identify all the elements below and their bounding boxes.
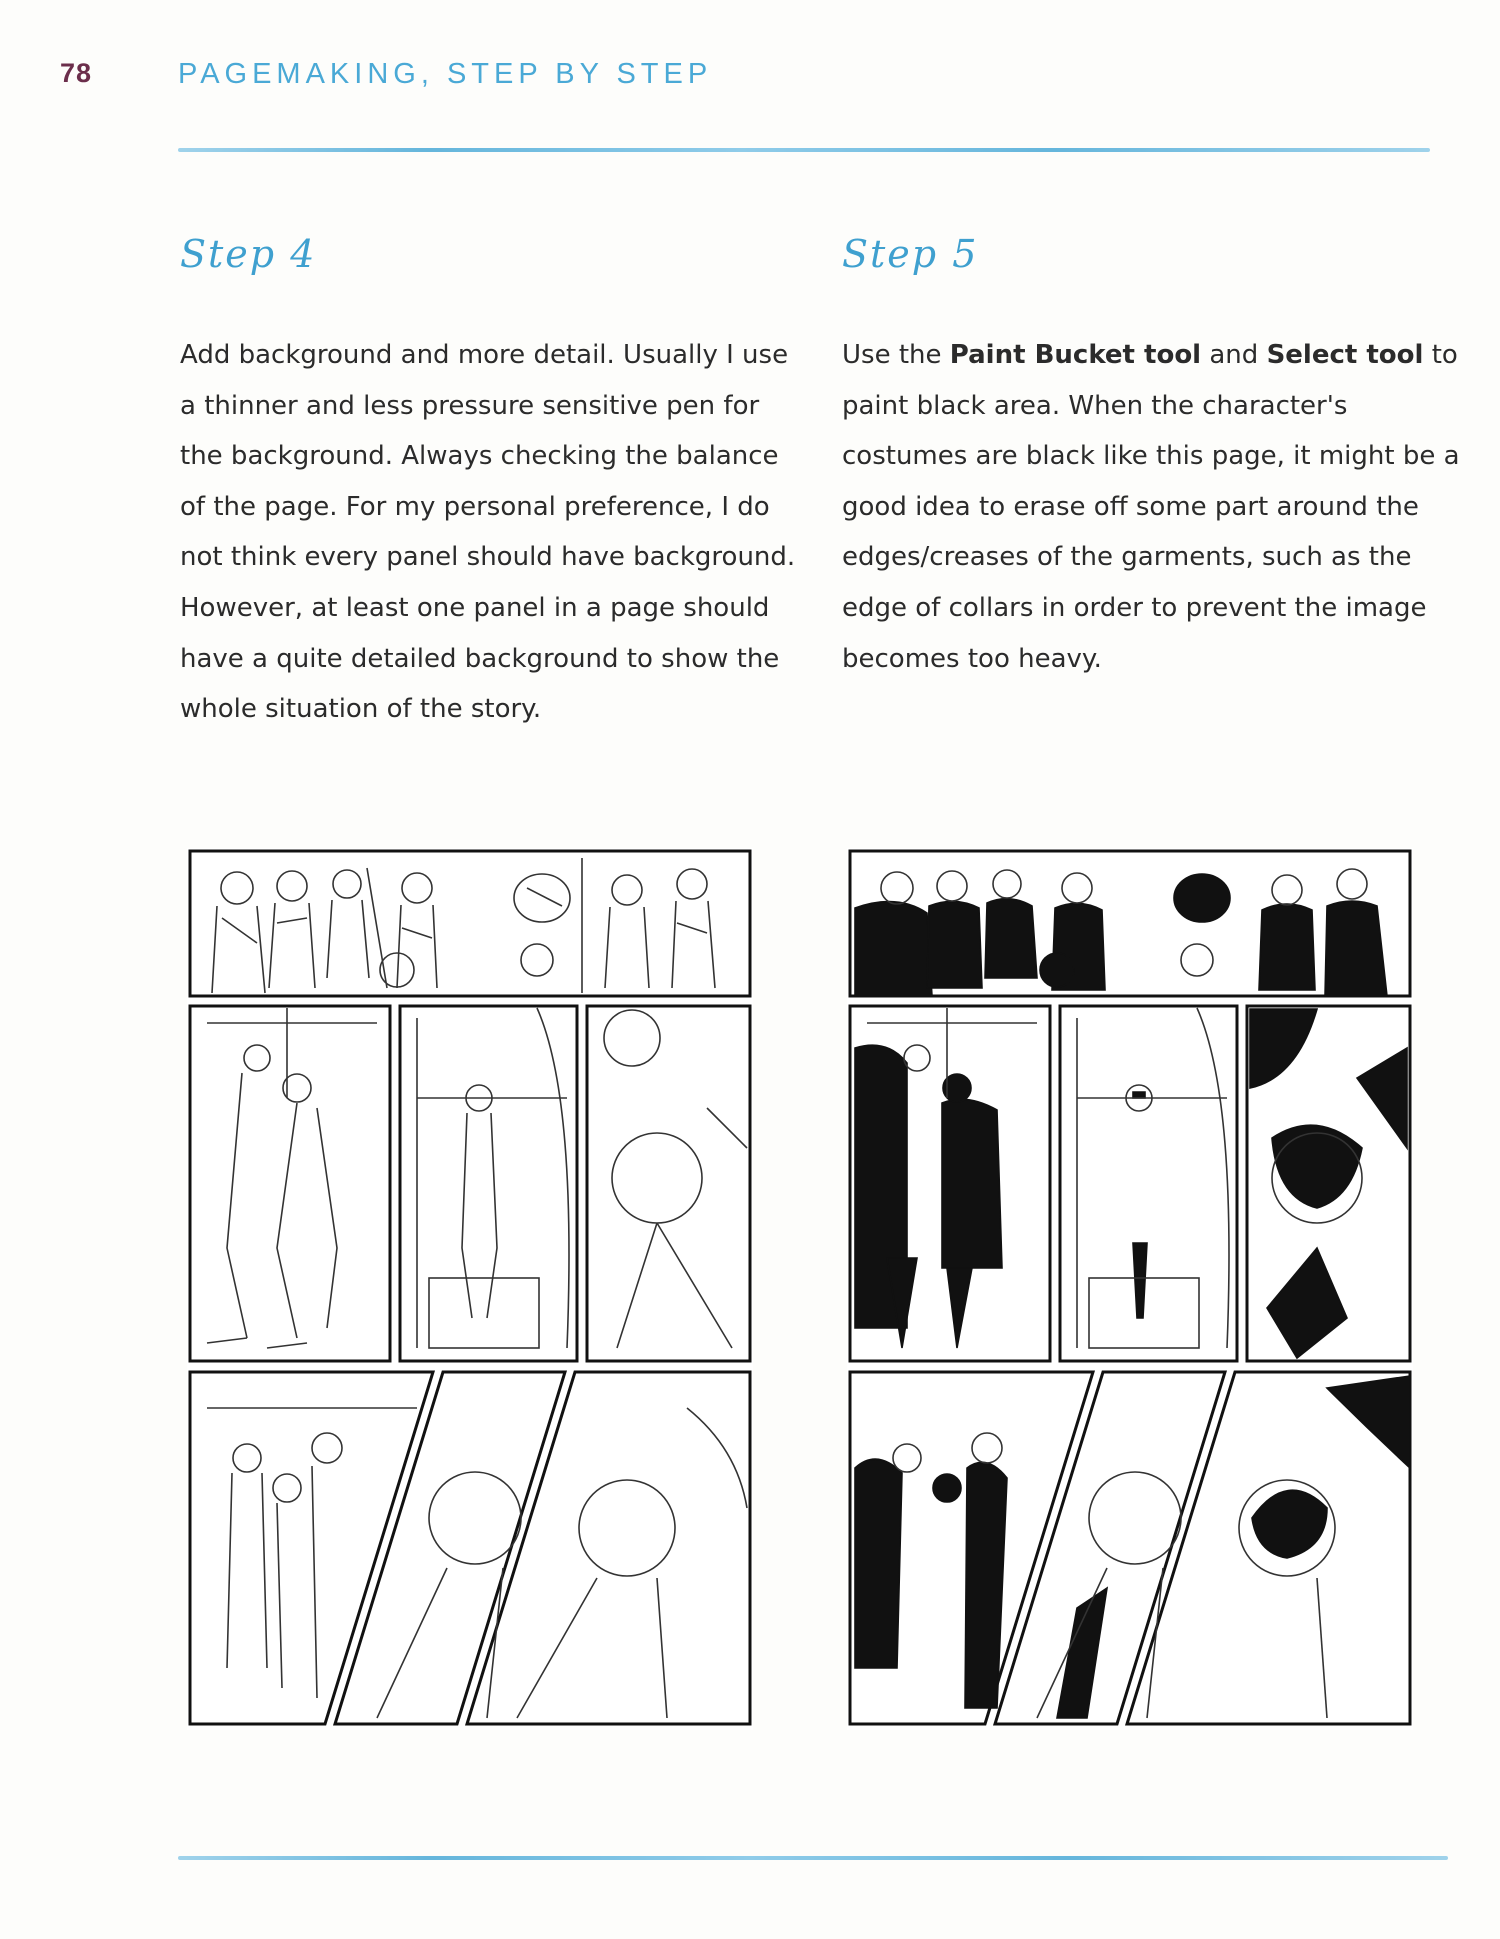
header-rule — [178, 148, 1430, 152]
step-5-text-1: Use the — [842, 340, 950, 370]
page-number: 78 — [60, 58, 93, 88]
step-5-comic-page — [847, 848, 1413, 1730]
paint-bucket-tool-term: Paint Bucket tool — [949, 340, 1202, 370]
step-5-heading: Step 5 — [842, 232, 979, 276]
step-4-comic-art — [187, 848, 753, 1730]
footer-rule — [178, 1856, 1448, 1860]
step-4-comic-page — [187, 848, 753, 1730]
step-4-heading: Step 4 — [180, 232, 317, 276]
step-5-body — [842, 330, 1472, 684]
step-5-text-3: to paint black area. When the character's costumes are black like this page, it might be a good idea to erase off some part around the edges/creases of the garments, such as the edge of collars in order to prevent the image becomes too heavy. — [842, 340, 1460, 674]
step-5-comic-art — [847, 848, 1413, 1730]
step-5-text-2: and — [1201, 340, 1267, 370]
step-4-body: Add background and more detail. Usually I use a thinner and less pressure sensitive pen for the background. Always checking the balance of the page. For my personal preference, I do not think every panel should have background. However, at least one panel in a page should have a quite detailed background to show the whole situation of the story. — [180, 340, 796, 725]
select-tool-term: Select tool — [1266, 340, 1424, 370]
chapter-title: PAGEMAKING, STEP BY STEP — [178, 58, 713, 90]
